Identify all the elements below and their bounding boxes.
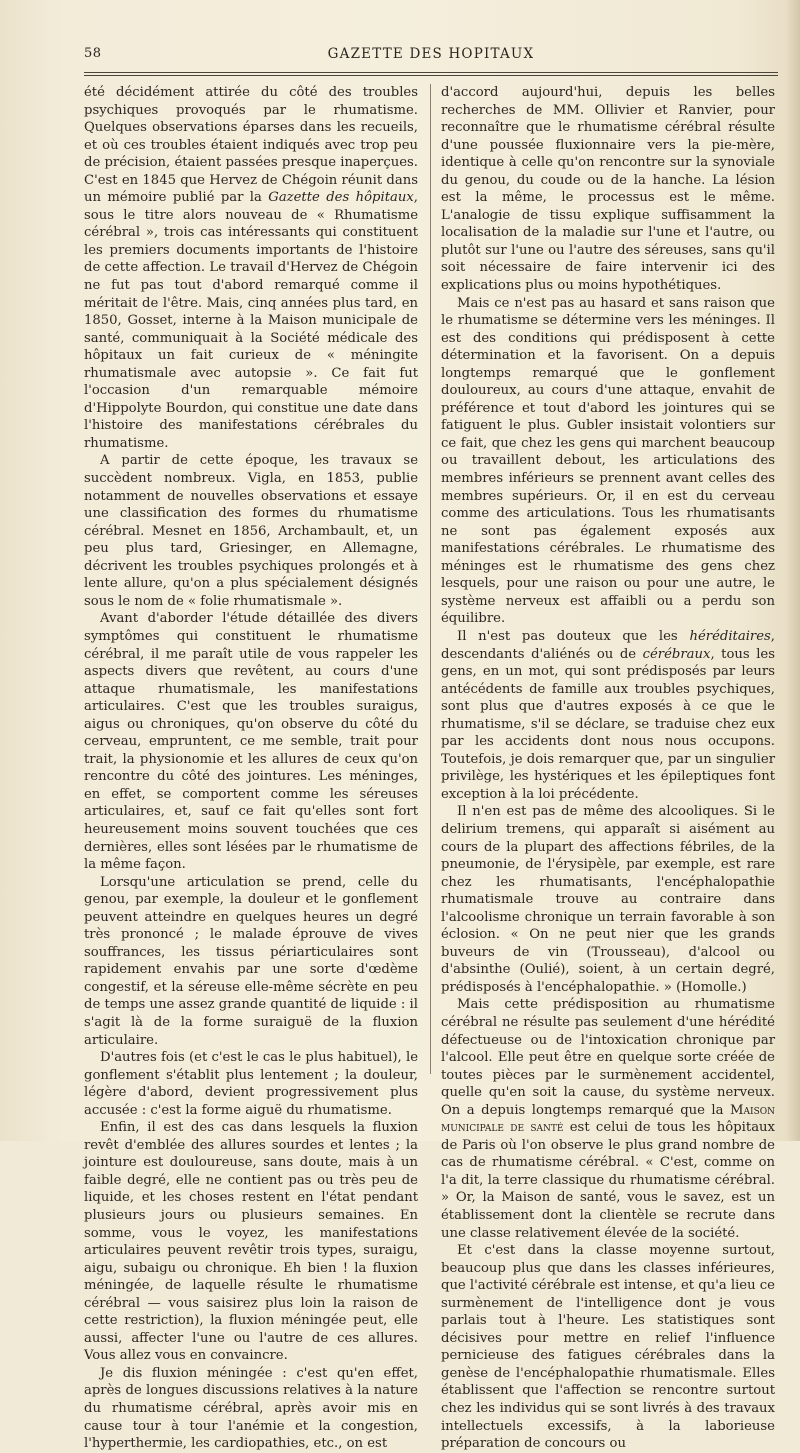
paragraph: D'autres fois (et c'est le cas le plus habituel), le gonflement s'établit plus lentement ; la douleur, légère d'abord, devient progressivement plus accusée : c'est la forme aiguë du rhumatisme. [84,1050,418,1118]
text-run: été décidément attirée du côté des troubles psychiques provoqués par le rhumatisme. Quelques observations éparses dans les recueils, et où ces troubles étaient indiqués avec trop peu de précision, étaient passées presque inaperçues. C'est en 1845 que Hervez de Chégoin réunit dans un mémoire publié par la [84,85,418,206]
paragraph: Il n'en est pas de même des alcooliques. Si le delirium tremens, qui apparaît si aisément au cours de la plupart des affections fébriles, de la pneumonie, de l'érysipèle, par exemple, est rare chez les rhumatisants, l'encéphalopathie rhumatismale trouve au contraire dans l'alcoolisme chronique un terrain favorable à son éclosion. « On ne peut nier que les grands buveurs de vin (Trousseau), d'alcool ou d'absinthe (Oulié), soient, à un certain degré, prédisposés à l'encéphalopathie. » (Homolle.) [441,804,775,995]
header-rule-thin [84,72,778,73]
paragraph: Enfin, il est des cas dans lesquels la fluxion revêt d'emblée des allures sourdes et lentes ; la jointure est douloureuse, sans doute, mais à un faible degré, elle ne contient pas ou très peu de liquide, et les choses restent en l'état pendant plusieurs jours ou plusieurs semaines. En somme, vous le voyez, les manifestations articulaires peuvent revêtir trois types, suraigu, aigu, subaigu ou chronique. Eh bien ! la fluxion méningée, de laquelle résulte le rhumatisme cérébral — vous saisirez plus loin la raison de cette restriction), la fluxion méningée peut, elle aussi, affecter l'une ou l'autre de ces allures. Vous allez vous en convaincre. [84,1120,418,1364]
paragraph: d'accord aujourd'hui, depuis les belles recherches de MM. Ollivier et Ranvier, pour reconnaître que le rhumatisme cérébral résulte d'une poussée fluxionnaire vers la pie-mère, identique à celle qu'on rencontre sur la synoviale du genou, du coude ou de la hanche. La lésion est la même, le processus est le même. L'analogie de tissu explique suffisamment la localisation de la maladie sur l'une et l'autre, ou plutôt sur l'une ou l'autre des séreuses, sans qu'il soit nécessaire de faire intervenir ici des explications plus ou moins hypothétiques. [441,85,775,294]
italic-title: Gazette des hôpitaux [268,190,414,206]
paragraph [441,996,775,1242]
column-divider [430,84,431,1074]
page-edge-shadow [786,0,800,1141]
running-title: GAZETTE DES HOPITAUX [327,46,535,62]
paragraph: A partir de cette époque, les travaux se succèdent nombreux. Vigla, en 1853, publie notamment de nouvelles observations et essaye une classification des formes du rhumatisme cérébral. Mesnet en 1856, Archambault, et, un peu plus tard, Griesinger, en Allemagne, décrivent les troubles psychiques prolongés et à lente allure, qu'on a plus spécialement désignés sous le nom de « folie rhumatismale ». [84,453,418,609]
header-rule-thick [84,75,778,76]
paragraph [84,84,418,452]
text-run: Il n'est pas douteux que les [457,628,690,644]
paragraph [441,628,775,803]
text-run: est celui de tous les hôpitaux de Paris où l'on observe le plus grand nombre de cas de rhumatisme cérébral. « C'est, comme on l'a dit, la terre classique du rhumatisme cérébral. » Or, la Maison de santé, vous le savez, est un établissement dont la clientèle se recrute dans une classe relativement élevée de la société. [441,1120,775,1241]
page-number: 58 [84,46,102,61]
text-run: Mais cette prédisposition au rhumatisme cérébral ne résulte pas seulement d'une hérédité défectueuse ou de l'intoxication chronique par l'alcool. Elle peut être en quelque sorte créée de toutes pièces par le surmènement accidentel, quelle qu'en soit la cause, du système nerveux. On a depuis longtemps remarqué que la [441,997,775,1118]
paragraph: Lorsqu'une articulation se prend, celle du genou, par exemple, la douleur et le gonflement peuvent atteindre en quelques heures un degré très prononcé ; le malade éprouve de vives souffrances, les tissus périarticulaires sont rapidement envahis par une sorte d'œdème congestif, et la séreuse elle-même sécrète en peu de temps une assez grande quantité de liquide : il s'agit là de la forme suraiguë de la fluxion articulaire. [84,874,418,1048]
smallcaps-term: Maison municipale de santé [441,1102,775,1136]
text-run: , descendants d'aliénés ou de [441,628,775,662]
paragraph: Mais ce n'est pas au hasard et sans raison que le rhumatisme se détermine vers les méninges. Il est des conditions qui prédisposent à cette détermination et la favorisent. On a depuis longtemps remarqué que le gonflement douloureux, au cours d'une attaque, envahit de préférence et tout d'abord les jointures qui se fatiguent le plus. Gubler insistait volontiers sur ce fait, que chez les gens qui marchent beaucoup ou travaillent debout, les articulations des membres inférieurs se prennent avant celles des membres supérieurs. Or, il en est du cerveau comme des articulations. Tous les rhumatisants ne sont pas également exposés aux manifestations cérébrales. Le rhumatisme des méninges est le rhumatisme des gens chez lesquels, pour une raison ou pour une autre, le système nerveux est affaibli ou a perdu son équilibre. [441,295,775,627]
italic-term: héréditaires [689,628,771,644]
italic-term: cérébraux [642,646,711,662]
paragraph: Avant d'aborder l'étude détaillée des divers symptômes qui constituent le rhumatisme cérébral, il me paraît utile de vous rappeler les aspects divers que revêtent, au cours d'une attaque rhumatismale, les manifestations articulaires. C'est que les troubles suraigus, aigus ou chroniques, qu'on observe du côté du cerveau, empruntent, ce me semble, trait pour trait, la physionomie et les allures de ceux qu'on rencontre du côté des jointures. Les méninges, en effet, se comportent comme les séreuses articulaires, et, sauf ce fait qu'elles sont fort heureusement moins souvent touchées que ces dernières, elles sont lésées par le rhumatisme de la même façon. [84,611,418,873]
text-run: , tous les gens, en un mot, qui sont prédisposés par leurs antécédents de famille aux troubles psychiques, sont plus que d'autres exposés à ce que le rhumatisme, s'il se déclare, se traduise chez eux par les accidents dont nous nous occupons. Toutefois, je dois remarquer que, par un singulier privilège, les hystériques et les épileptiques font exception à la loi précédente. [441,646,775,802]
text-run: , sous le titre alors nouveau de « Rhumatisme cérébral », trois cas intéressants qui constituent les premiers documents importants de l'histoire de cette affection. Le travail d'Hervez de Chégoin ne fut pas tout d'abord remarqué comme il méritait de l'être. Mais, cinq années plus tard, en 1850, Gosset, interne à la Maison municipale de santé, communiquait à la Société médicale des hôpitaux un fait curieux de « méningite rhumatismale avec autopsie ». Ce fait fut l'occasion d'un remarquable mémoire d'Hippolyte Bourdon, qui constitue une date dans l'histoire des manifestations cérébrales du rhumatisme. [84,190,418,451]
paragraph: Je dis fluxion méningée : c'est qu'en effet, après de longues discussions relatives à la nature du rhumatisme cérébral, après avoir mis en cause tour à tour l'anémie et la congestion, l'hyperthermie, les cardiopathies, etc., on est [84,1365,418,1452]
left-column [84,84,418,1452]
page-header [84,44,778,68]
right-column [441,84,775,1452]
paragraph: Et c'est dans la classe moyenne surtout, beaucoup plus que dans les classes inférieures, que l'activité cérébrale est intense, et qu'a lieu ce surmènement de l'intelligence dont je vous parlais tout à l'heure. Les statistiques sont décisives pour mettre en relief l'influence pernicieuse des fatigues cérébrales dans la genèse de l'encéphalopathie rhumatismale. Elles établissent que l'affection se rencontre surtout chez les individus qui se sont livrés à des travaux intellectuels excessifs, à la laborieuse préparation de concours ou [441,1243,775,1452]
